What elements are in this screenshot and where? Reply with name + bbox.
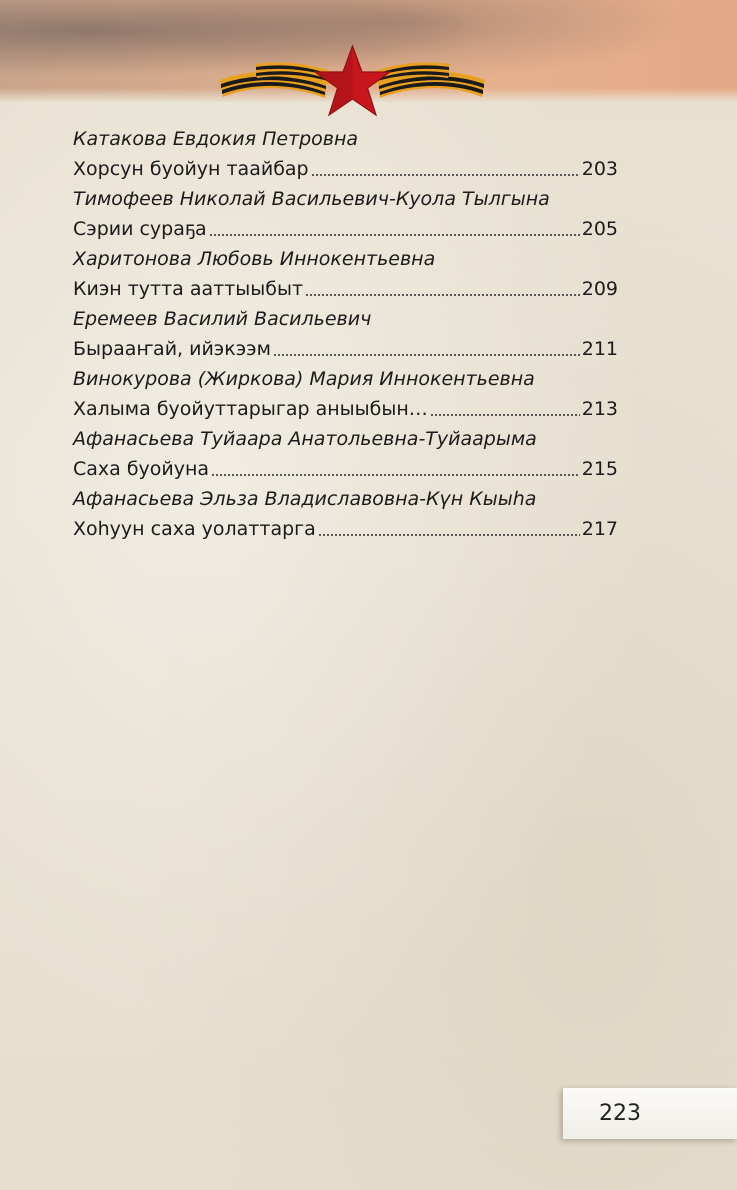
toc-author: Еремеев Василий Васильевич [73, 308, 372, 330]
page-number: 223 [599, 1101, 641, 1126]
toc-title: Бырааҥай, ийэкээм [73, 338, 271, 360]
toc-title: Саха буойуна [73, 458, 210, 480]
toc-author: Винокурова (Жиркова) Мария Иннокентьевна [73, 368, 535, 390]
toc-page-number: 213 [581, 398, 618, 420]
toc-page-number: 205 [581, 218, 618, 240]
page-number-box [563, 1088, 737, 1139]
toc-page-number: 211 [581, 338, 618, 360]
toc-page-number: 209 [581, 278, 618, 300]
toc-entry [73, 274, 618, 304]
dot-leader [211, 474, 580, 476]
dot-leader [209, 234, 580, 236]
toc-entry [73, 334, 618, 364]
toc-page-number: 217 [581, 518, 618, 540]
toc-title: Киэн тутта ааттыыбыт [73, 278, 304, 300]
table-of-contents [73, 124, 618, 544]
toc-title: Халыма буойуттарыгар аныыбын… [73, 398, 428, 420]
toc-page-number: 215 [581, 458, 618, 480]
toc-author: Тимофеев Николай Васильевич-Куола Тылгына [73, 188, 550, 210]
toc-author: Харитонова Любовь Иннокентьевна [73, 248, 436, 270]
toc-entry [73, 214, 618, 244]
st-george-ribbon-red-star-icon [215, 42, 490, 122]
toc-title: Хорсун буойун таайбар [73, 158, 309, 180]
toc-author: Афанасьева Эльза Владиславовна-Күн Кыыһа [73, 488, 537, 510]
toc-author: Катакова Евдокия Петровна [73, 128, 359, 150]
toc-author: Афанасьева Туйаара Анатольевна-Туйаарыма [73, 428, 537, 450]
toc-page-number: 203 [581, 158, 618, 180]
toc-entry [73, 454, 618, 484]
dot-leader [311, 174, 580, 176]
toc-entry [73, 514, 618, 544]
dot-leader [318, 534, 580, 536]
toc-entry [73, 394, 618, 424]
dot-leader [305, 294, 580, 296]
dot-leader [273, 354, 580, 356]
toc-title: Хоһуун саха уолаттарга [73, 518, 316, 540]
toc-entry [73, 154, 618, 184]
toc-title: Сэрии сураҕа [73, 218, 207, 240]
dot-leader [430, 414, 580, 416]
